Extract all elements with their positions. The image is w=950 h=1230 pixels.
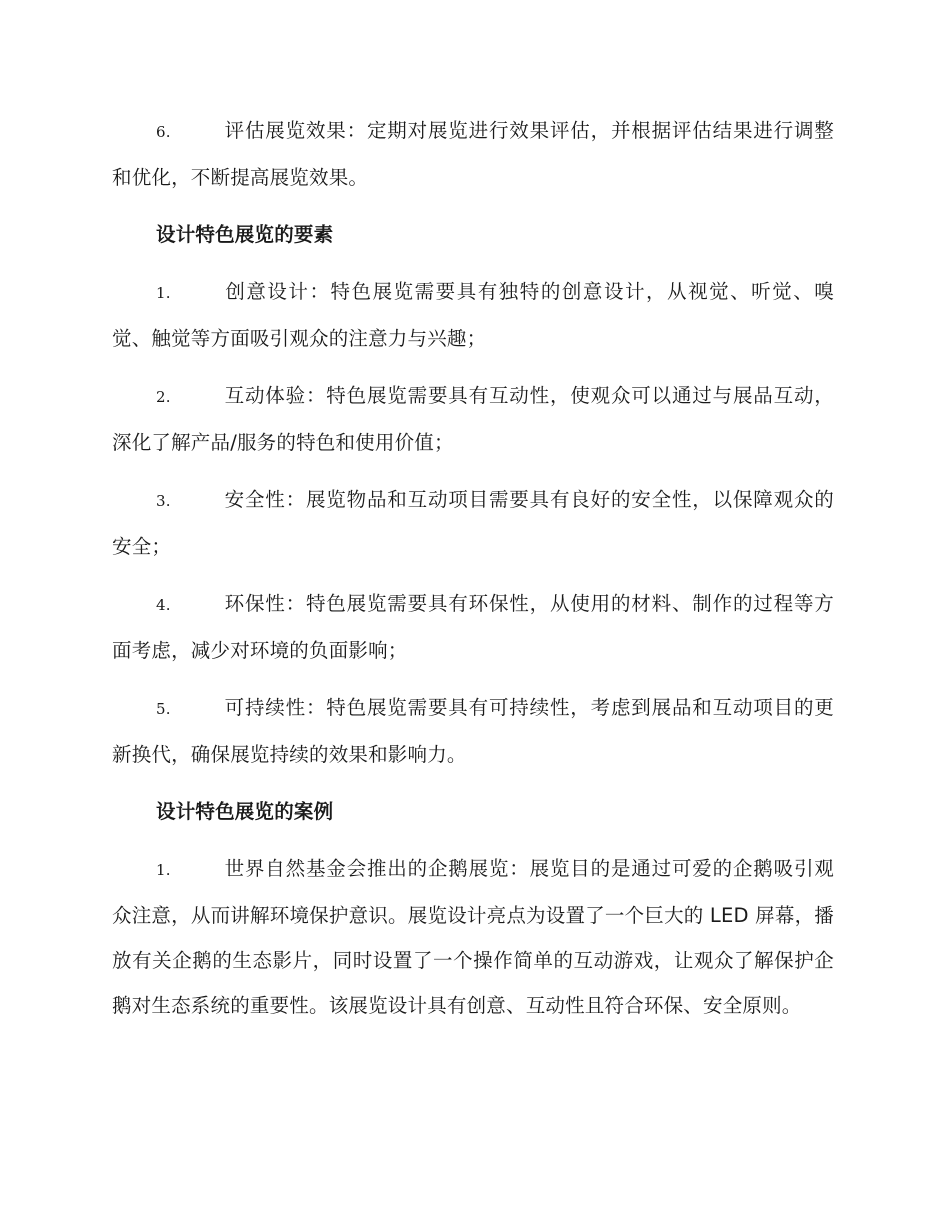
document-page bbox=[112, 108, 834, 1040]
list-item-text: 安全性：展览物品和互动项目需要具有良好的安全性，以保障观众的安全； bbox=[112, 488, 834, 558]
list-number: 2. bbox=[156, 388, 171, 406]
list-number: 1. bbox=[156, 861, 171, 879]
list-item-penguin-case bbox=[112, 846, 834, 1028]
list-item-eco-friendly bbox=[112, 581, 834, 673]
list-item-sustainability bbox=[112, 685, 834, 777]
list-item-interactive-experience bbox=[112, 373, 834, 465]
list-item-text: 互动体验：特色展览需要具有互动性，使观众可以通过与展品互动，深化了解产品/服务的特色和使用价值； bbox=[112, 384, 834, 454]
list-item-text: 世界自然基金会推出的企鹅展览：展览目的是通过可爱的企鹅吸引观众注意，从而讲解环境保护意识。展览设计亮点为设置了一个巨大的 LED 屏幕，播放有关企鹅的生态影片，同时设置了一个操作简单的互动游戏，让观众了解保护企鹅对生态系统的重要性。该展览设计具有创意、互动性且符合环保、安全原则。 bbox=[112, 857, 834, 1017]
list-item-evaluate bbox=[112, 108, 834, 200]
list-number: 4. bbox=[156, 596, 171, 614]
list-item-text: 可持续性：特色展览需要具有可持续性，考虑到展品和互动项目的更新换代，确保展览持续的效果和影响力。 bbox=[112, 696, 834, 766]
list-item-text: 评估展览效果：定期对展览进行效果评估，并根据评估结果进行调整和优化，不断提高展览效果。 bbox=[112, 119, 834, 189]
list-number: 3. bbox=[156, 492, 171, 510]
list-item-creative-design bbox=[112, 269, 834, 361]
section-heading-elements: 设计特色展览的要素 bbox=[156, 223, 334, 246]
list-number: 5. bbox=[156, 700, 171, 718]
list-item-safety bbox=[112, 477, 834, 569]
section-heading-cases: 设计特色展览的案例 bbox=[156, 800, 334, 823]
list-number: 6. bbox=[156, 123, 171, 141]
list-item-text: 环保性：特色展览需要具有环保性，从使用的材料、制作的过程等方面考虑，减少对环境的负面影响； bbox=[112, 592, 834, 662]
list-number: 1. bbox=[156, 284, 171, 302]
list-item-text: 创意设计：特色展览需要具有独特的创意设计，从视觉、听觉、嗅觉、触觉等方面吸引观众的注意力与兴趣； bbox=[112, 280, 834, 350]
